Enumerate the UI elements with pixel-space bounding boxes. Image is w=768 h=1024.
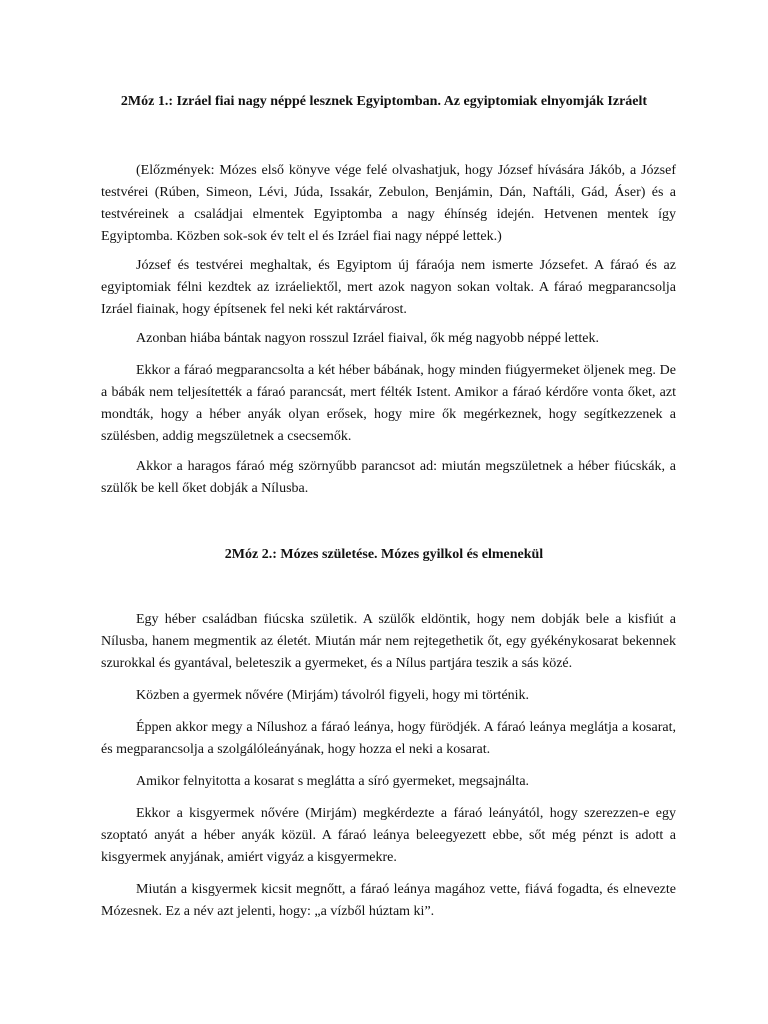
section2-paragraph-1: Egy héber családban fiúcska születik. A szülők eldöntik, hogy nem dobják bele a kisfiút a Nílusba, hanem megmentik az életét. Miután már nem rejtegethetik őt, egy gyékénykosarat bekennek szurokkal és gyantával, beleteszik a gyermeket, és a Nílus partjára teszik a sás közé. bbox=[101, 612, 676, 671]
section2-paragraph-3: Éppen akkor megy a Nílushoz a fáraó leánya, hogy fürödjék. A fáraó leánya meglátja a kosarat, és megparancsolja a szolgálóleányának, hogy hozza el neki a kosarat. bbox=[101, 720, 676, 757]
section1-paragraph-1: (Előzmények: Mózes első könyve vége felé olvashatjuk, hogy József hívására Jákób, a József testvérei (Rúben, Simeon, Lévi, Júda, Issakár, Zebulon, Benjámin, Dán, Naftáli, Gád, Áser) és a testvéreinek a családjai elmentek Egyiptomba a nagy éhínség idején. Hetvenen mentek így Egyiptomba. Közben sok-sok év telt el és Izráel fiai nagy néppé lettek.) bbox=[101, 163, 676, 244]
section2-paragraph-4: Amikor felnyitotta a kosarat s meglátta a síró gyermeket, megsajnálta. bbox=[136, 774, 530, 789]
section2-paragraph-5: Ekkor a kisgyermek nővére (Mirjám) megkérdezte a fáraó leányától, hogy szerezzen-e egy szoptató anyát a héber anyák közül. A fáraó leánya beleegyezett ebbe, sőt még pénzt is adott a kisgyermek anyjának, amiért vigyáz a kisgyermekre. bbox=[101, 806, 676, 865]
section1-paragraph-5: Akkor a haragos fáraó még szörnyűbb parancsot ad: miután megszületnek a héber fiúcskák, a szülők be kell őket dobják a Nílusba. bbox=[101, 459, 676, 496]
section1-paragraph-2: József és testvérei meghaltak, és Egyiptom új fáraója nem ismerte Józsefet. A fáraó és az egyiptomiak félni kezdtek az izráeliektől, mert azok nagyon sokan voltak. A fáraó megparancsolja Izráel fiainak, hogy építsenek fel neki két raktárvárost. bbox=[101, 258, 676, 317]
section1-paragraph-3: Azonban hiába bántak nagyon rosszul Izráel fiaival, ők még nagyobb néppé lettek. bbox=[136, 331, 600, 346]
section2-paragraph-2: Közben a gyermek nővére (Mirjám) távolról figyeli, hogy mi történik. bbox=[136, 688, 530, 703]
section1-title: 2Móz 1.: Izráel fiai nagy néppé lesznek Egyiptomban. Az egyiptomiak elnyomják Izráelt bbox=[120, 94, 648, 109]
section2-title: 2Móz 2.: Mózes születése. Mózes gyilkol és elmenekül bbox=[224, 547, 544, 562]
section1-paragraph-4: Ekkor a fáraó megparancsolta a két héber bábának, hogy minden fiúgyermeket öljenek meg. De a bábák nem teljesítették a fáraó parancsát, mert félték Istent. Amikor a fáraó kérdőre vonta őket, azt mondták, hogy a héber anyák olyan erősek, hogy mire ők megérkeznek, hogy segítkezzenek a szülésben, addig megszületnek a csecsemők. bbox=[101, 363, 676, 444]
section2-paragraph-6: Miután a kisgyermek kicsit megnőtt, a fáraó leánya magához vette, fiává fogadta, és elnevezte Mózesnek. Ez a név azt jelenti, hogy: „a vízből húztam ki”. bbox=[101, 882, 676, 919]
